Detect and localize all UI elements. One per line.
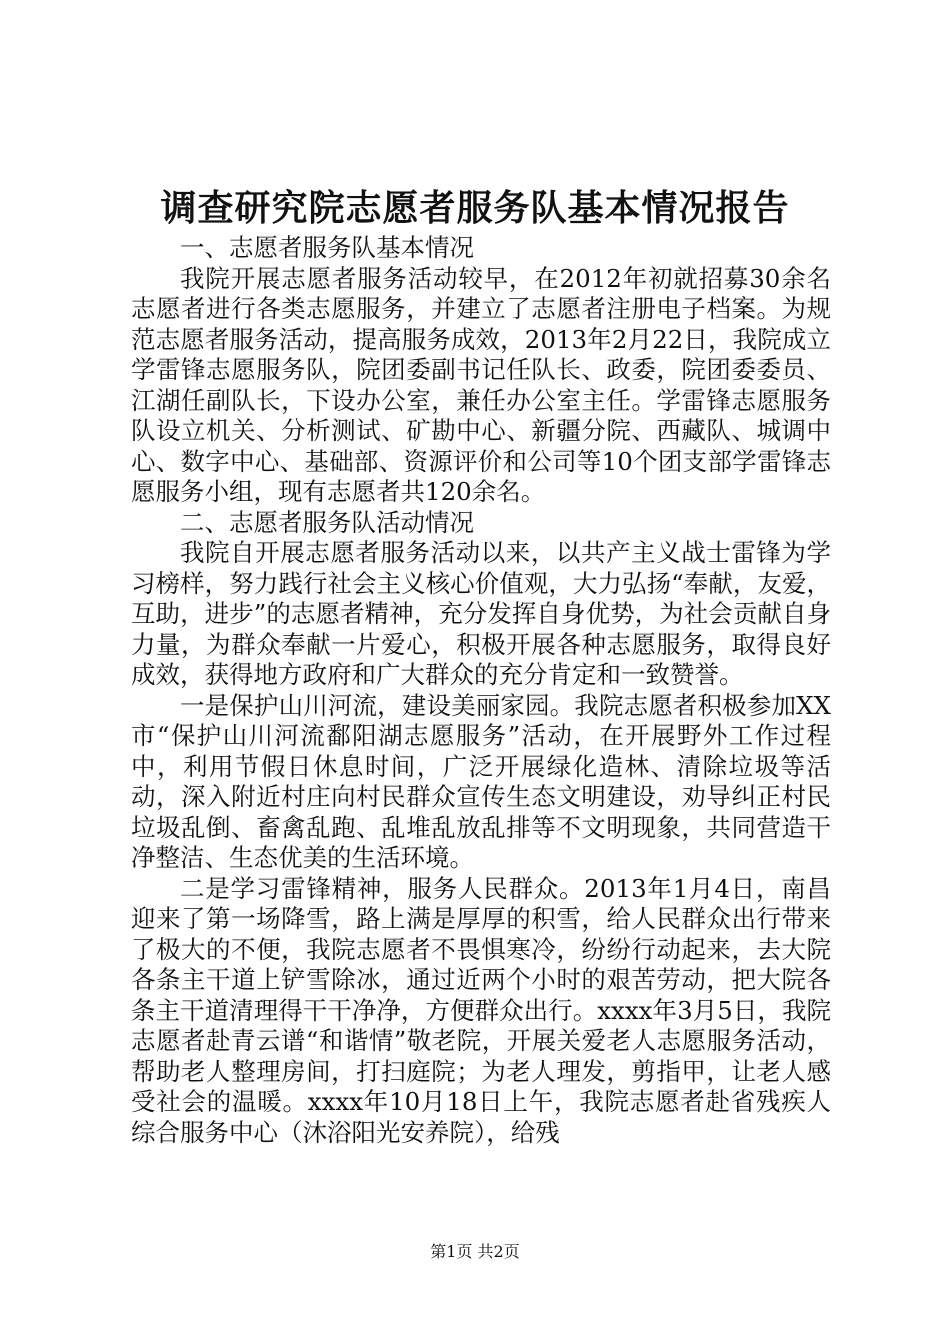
section-heading-1: 一、志愿者服务队基本情况 [180,233,474,262]
paragraph-protect-rivers: 一是保护山川河流，建设美丽家园。我院志愿者积极参加XX市“保护山川河流鄱阳湖志愿服务”活动，在开展野外工作过程中，利用节假日休息时间，广泛开展绿化造林、清除垃圾等活动，深入附近村庄向村民群众宣传生态文明建设，劝导纠正村民垃圾乱倒、畜禽乱跑、乱堆乱放乱排等不文明现象，共同营造干净整洁、生态优美的生活环境。 [131,690,831,872]
page-footer: 第1页 共2页 [430,1242,520,1261]
document-title: 调查研究院志愿者服务队基本情况报告 [160,187,790,229]
paragraph-team-overview: 我院开展志愿者服务活动较早，在2012年初就招募30余名志愿者进行各类志愿服务，并建立了志愿者注册电子档案。为规范志愿者服务活动，提高服务成效，2013年2月22日，我院成立学雷锋志愿服务队，院团委副书记任队长、政委，院团委委员、江湖任副队长，下设办公室，兼任办公室主任。学雷锋志愿服务队设立机关、分析测试、矿勘中心、新疆分院、西藏队、城调中心、数字中心、基础部、资源评价和公司等10个团支部学雷锋志愿服务小组，现有志愿者共120余名。 [131,263,831,506]
section-heading-2: 二、志愿者服务队活动情况 [180,507,474,537]
paragraph-learn-leifeng: 二是学习雷锋精神，服务人民群众。2013年1月4日，南昌迎来了第一场降雪，路上满是厚厚的积雪，给人民群众出行带来了极大的不便，我院志愿者不畏惧寒冷，纷纷行动起来，去大院各条主干道上铲雪除冰，通过近两个小时的艰苦劳动，把大院各条主干道清理得干干净净，方便群众出行。xxxx年3月5日，我院志愿者赴青云谱“和谐情”敬老院，开展关爱老人志愿服务活动，帮助老人整理房间，打扫庭院；为老人理发，剪指甲，让老人感受社会的温暖。xxxx年10月18日上午，我院志愿者赴省残疾人综合服务中心（沐浴阳光安养院），给残 [131,873,831,1147]
document-body [131,233,831,1148]
paragraph-activities-overview: 我院自开展志愿者服务活动以来，以共产主义战士雷锋为学习榜样，努力践行社会主义核心价值观，大力弘扬“奉献，友爱，互助，进步”的志愿者精神，充分发挥自身优势，为社会贡献自身力量，为群众奉献一片爱心，积极开展各种志愿服务，取得良好成效，获得地方政府和广大群众的充分肯定和一致赞誉。 [131,538,831,689]
